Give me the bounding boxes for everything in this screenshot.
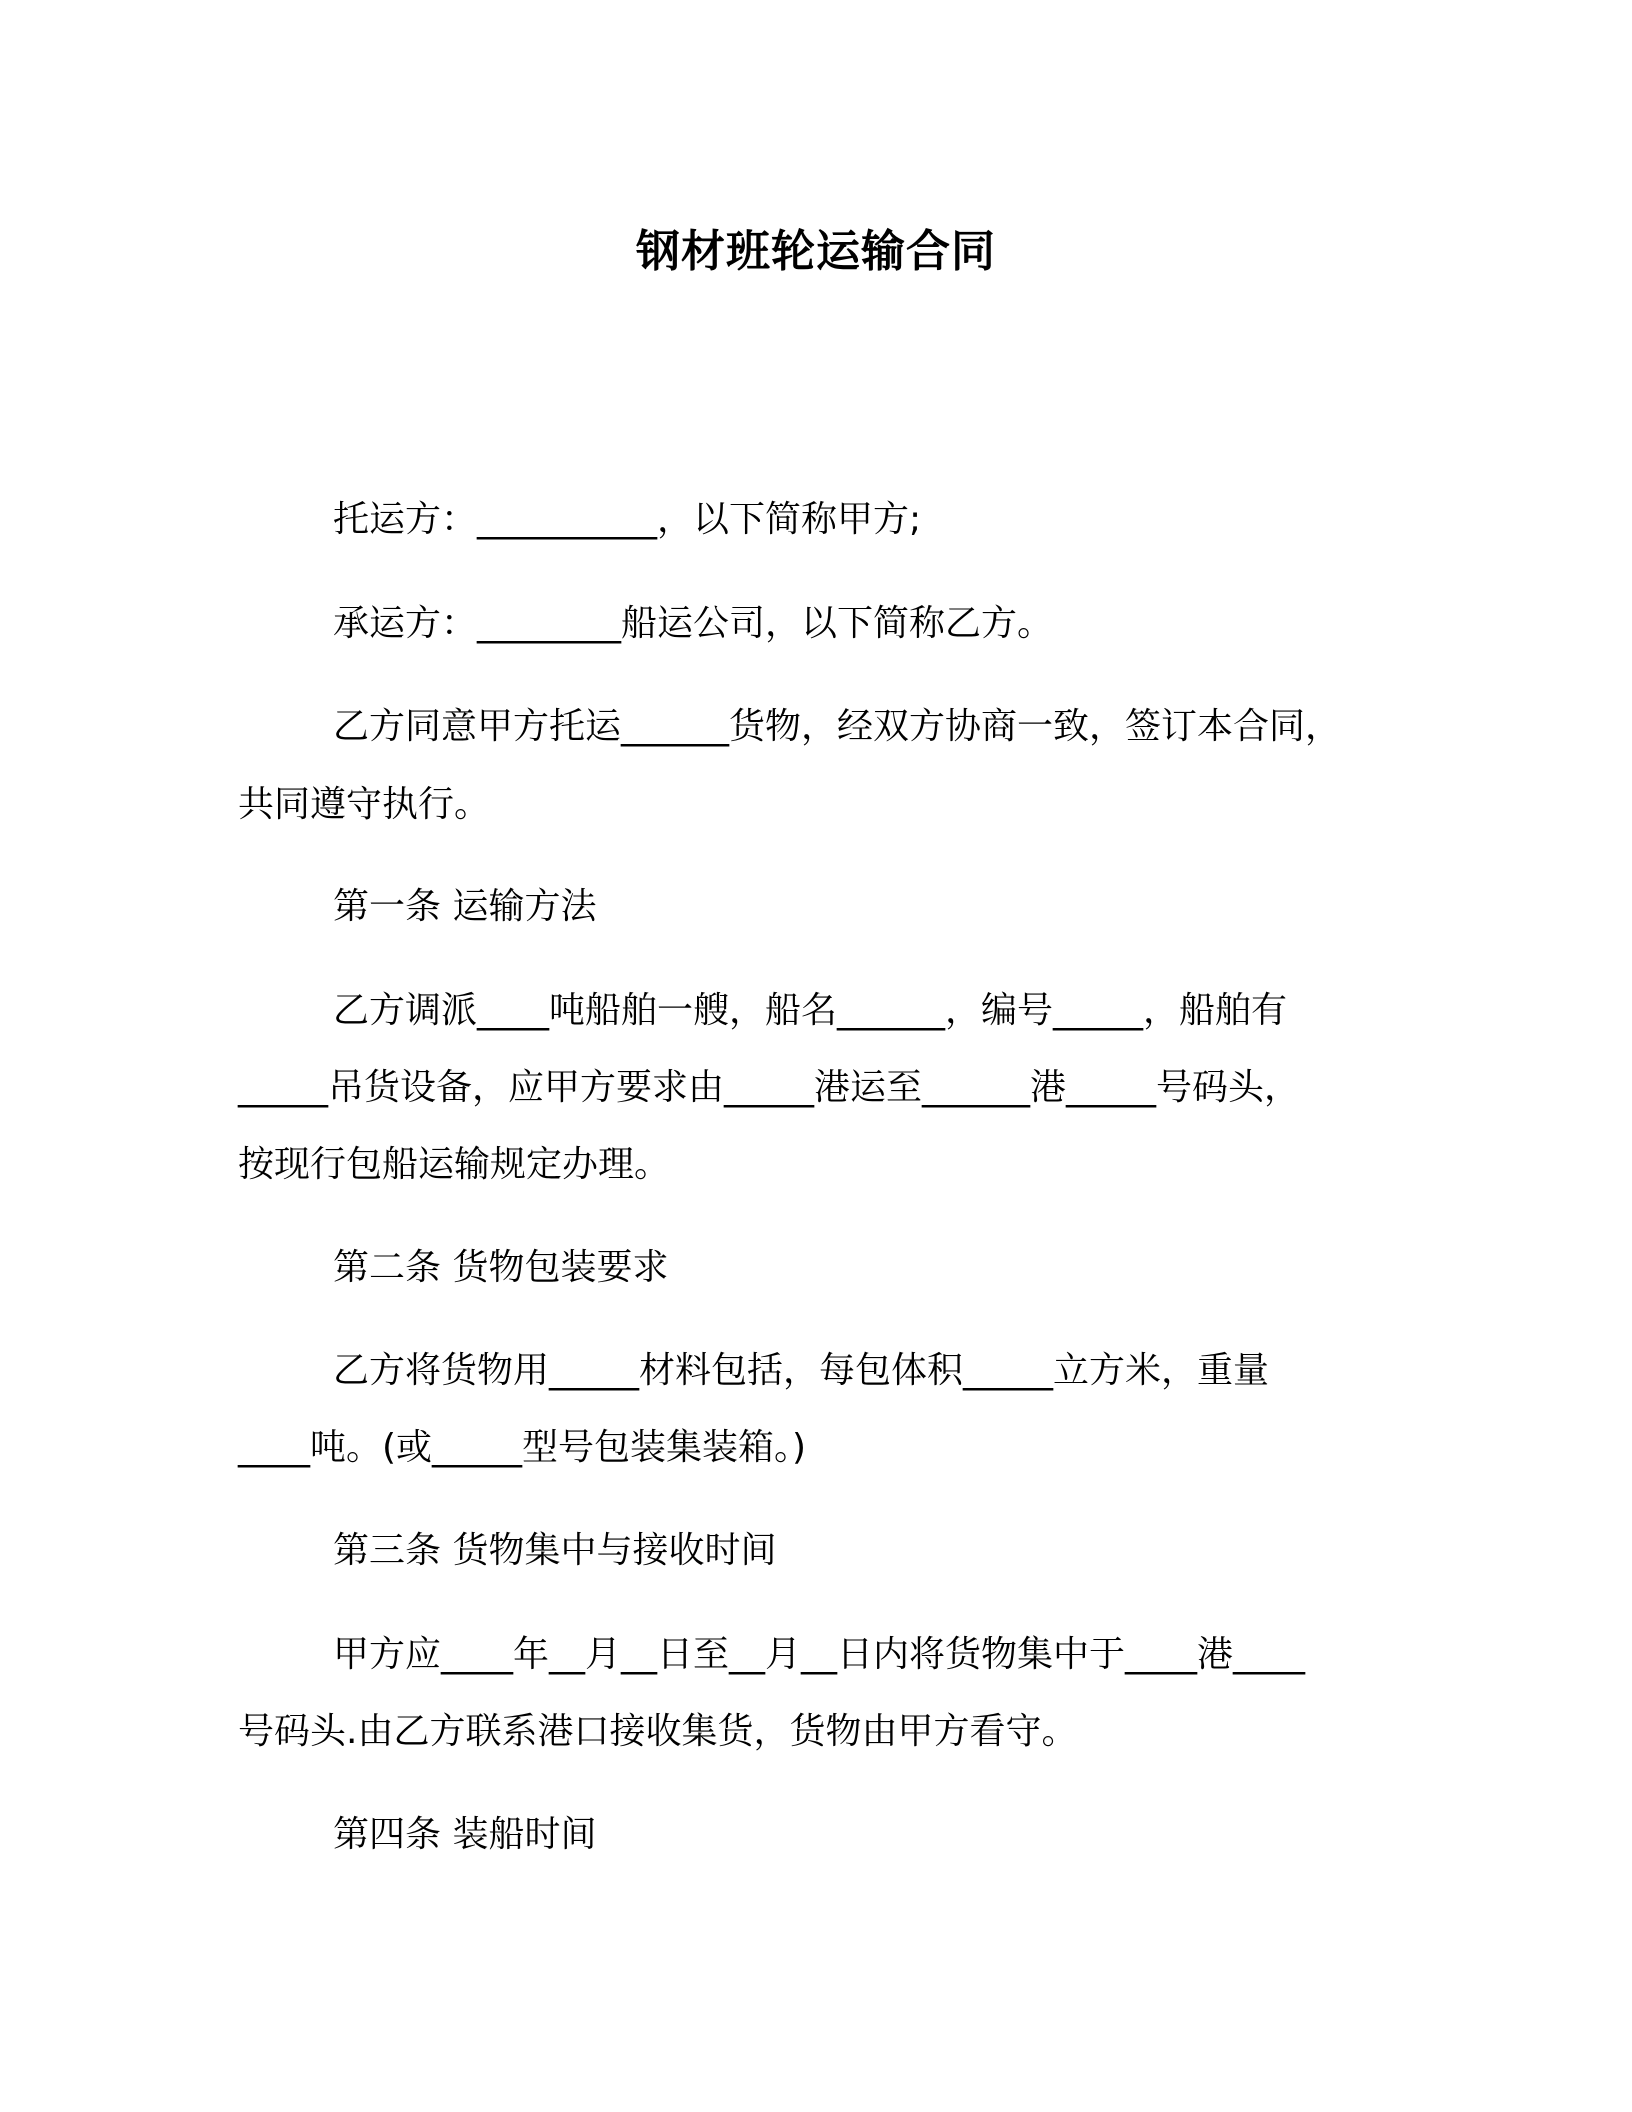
article-2-line-2: ____吨。(或_____型号包装集装箱。) [238, 1427, 807, 1468]
article-1-line-2: _____吊货设备，应甲方要求由_____港运至______港_____号码头， [238, 1067, 1301, 1108]
shipper-line: 托运方：__________，以下简称甲方; [333, 499, 922, 540]
article-1-line-3: 按现行包船运输规定办理。 [238, 1144, 671, 1185]
article-2-line-1: 乙方将货物用_____材料包括，每包体积_____立方米，重量 [333, 1350, 1270, 1391]
article-1-heading: 第一条 运输方法 [333, 886, 597, 927]
article-3-line-2: 号码头.由乙方联系港口接收集货，货物由甲方看守。 [238, 1711, 1078, 1752]
carrier-line: 承运方：________船运公司，以下简称乙方。 [333, 603, 1054, 644]
article-3-heading: 第三条 货物集中与接收时间 [333, 1530, 777, 1571]
article-4-heading: 第四条 装船时间 [333, 1814, 597, 1855]
document-title: 钢材班轮运输合同 [636, 226, 996, 277]
article-1-line-1: 乙方调派____吨船舶一艘，船名______，编号_____，船舶有 [333, 990, 1288, 1031]
article-2-heading: 第二条 货物包装要求 [333, 1247, 669, 1288]
article-3-line-1: 甲方应____年__月__日至__月__日内将货物集中于____港____ [333, 1634, 1306, 1675]
preamble-line-2: 共同遵守执行。 [238, 784, 491, 825]
preamble-line-1: 乙方同意甲方托运______货物，经双方协商一致，签订本合同， [333, 706, 1342, 747]
